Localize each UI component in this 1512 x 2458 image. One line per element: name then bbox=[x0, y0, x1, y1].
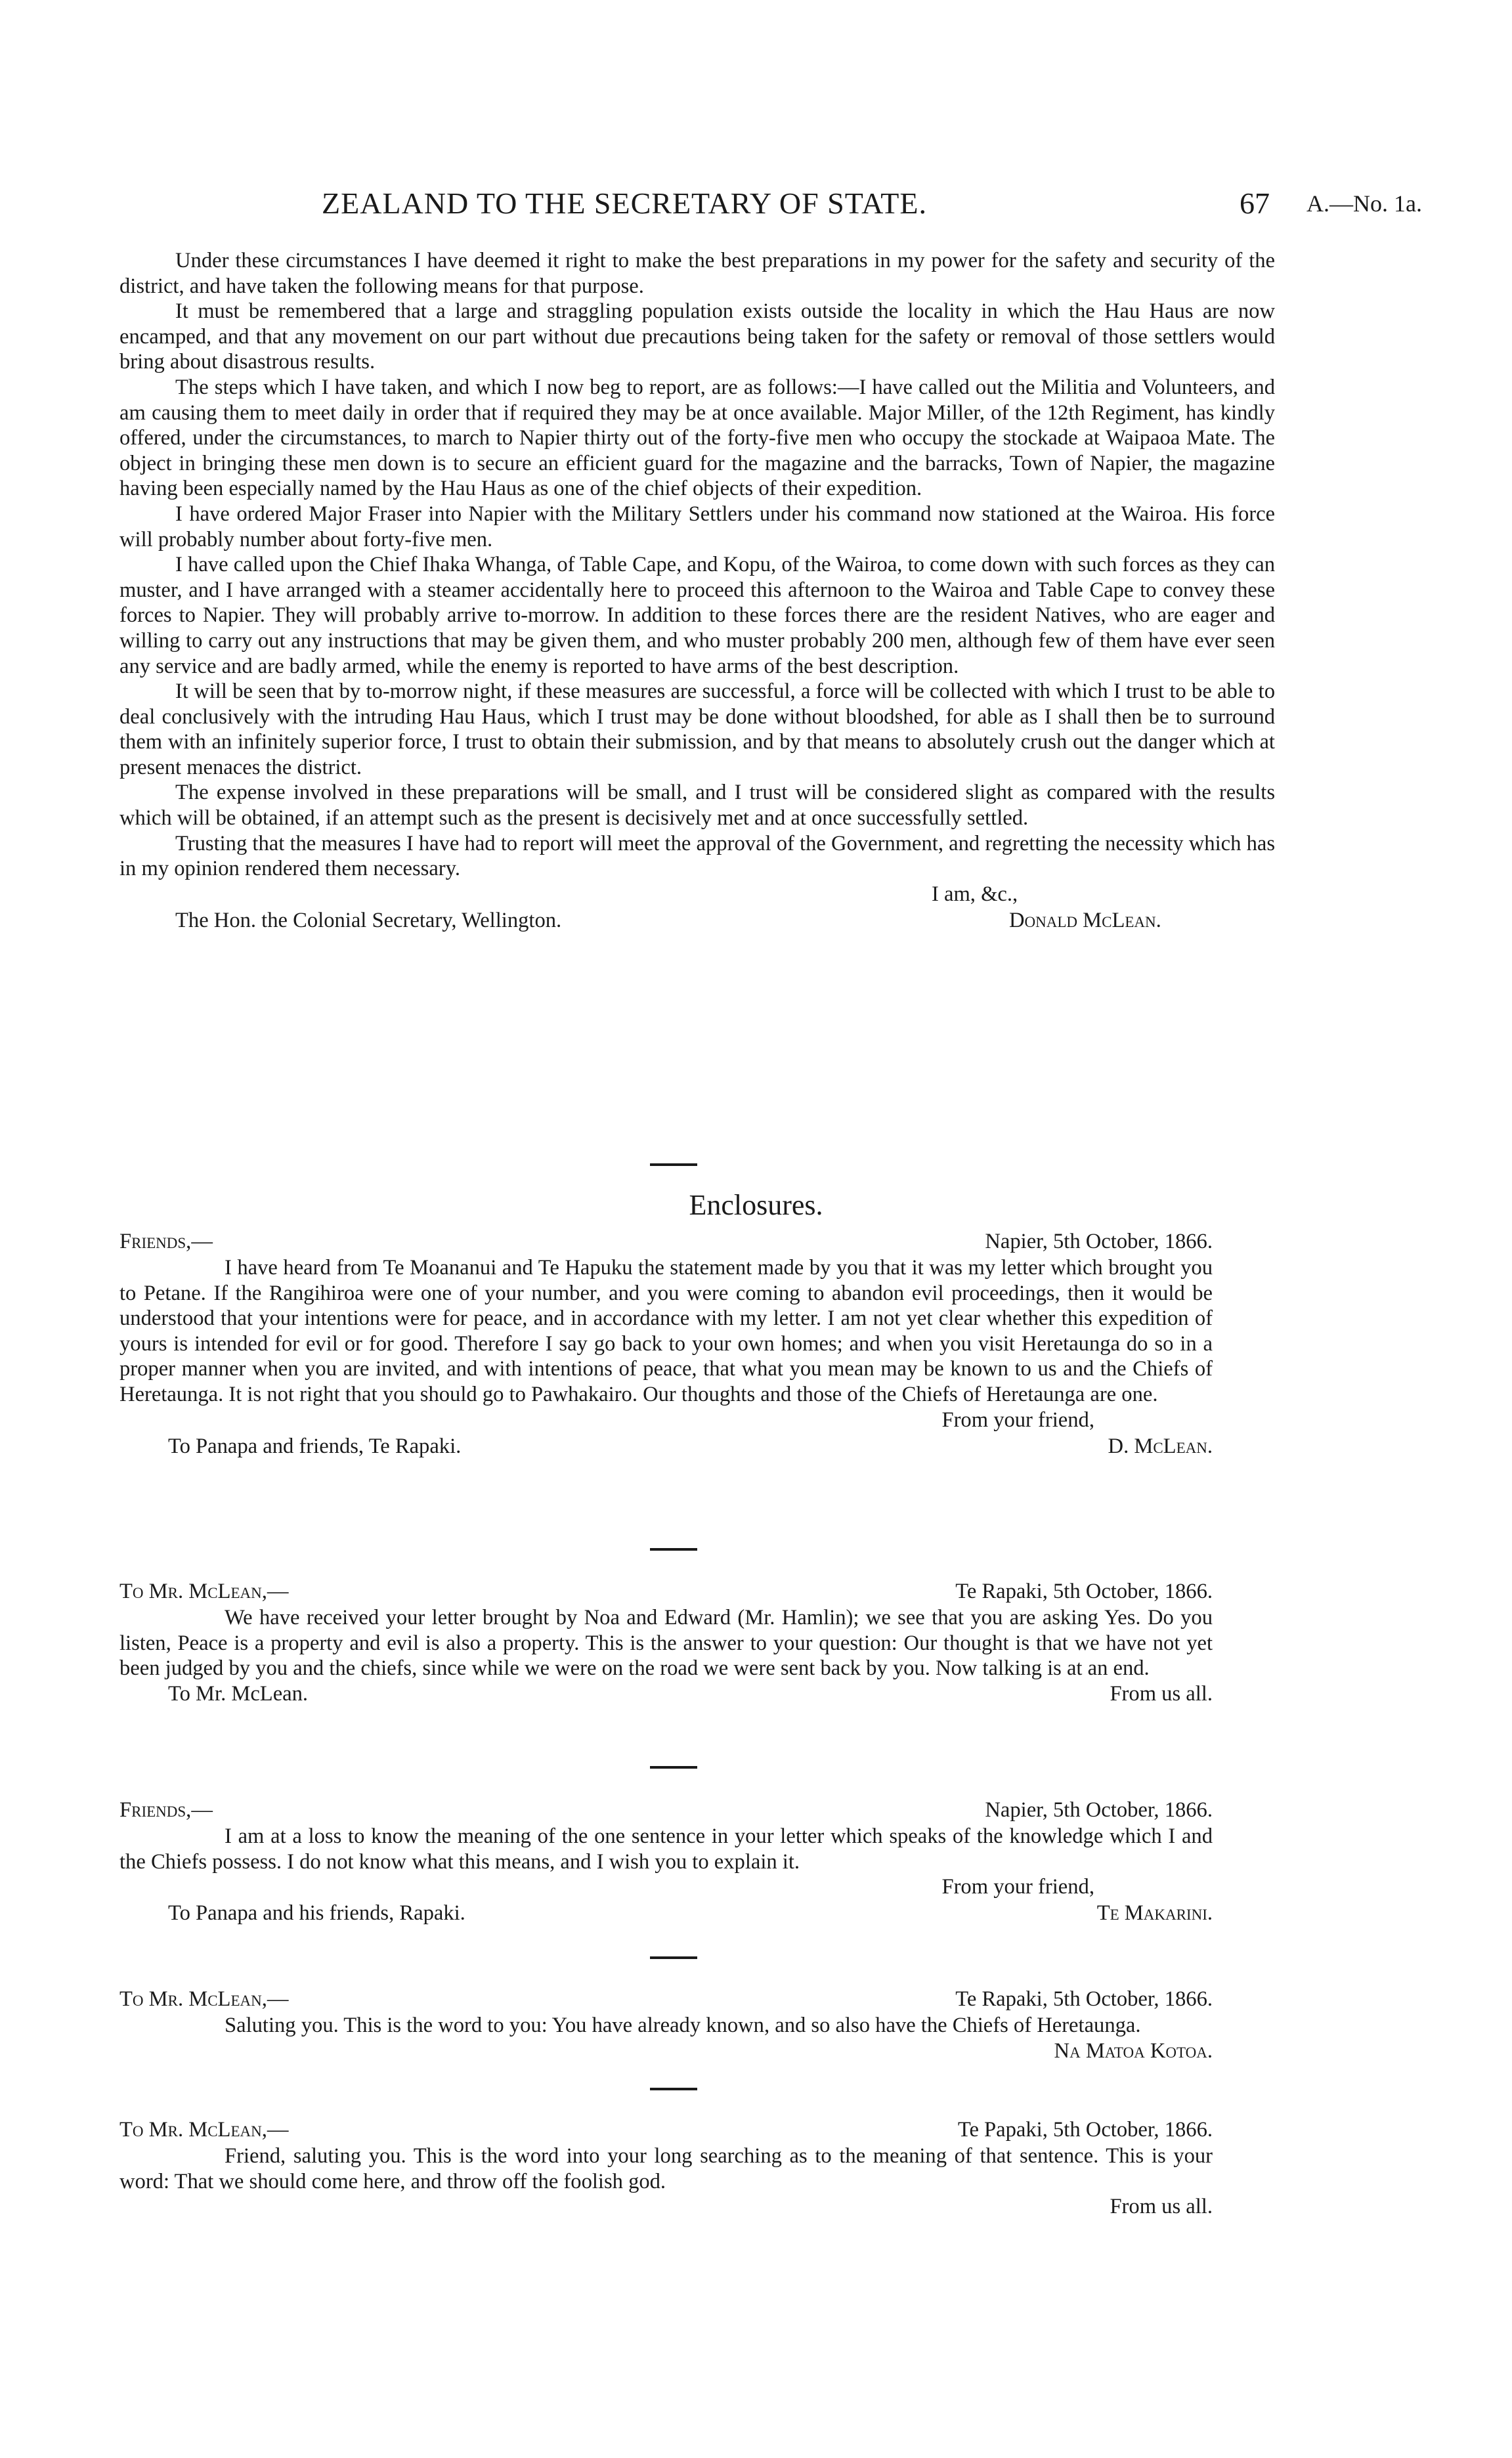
letter-dateline: Te Rapaki, 5th October, 1866. bbox=[955, 1987, 1213, 2011]
enclosure-letter bbox=[119, 1579, 1213, 1708]
letter-body: I have heard from Te Moananui and Te Hapuku the statement made by you that it was my letter which brought you to Petane. If the Rangihiroa were one of your number, and you were coming to abandon evil proceedings, then it would be understood that your intentions were for peace, and in accordance with my letter. I am not yet clear whether this expedition of yours is intended for evil or for good. Therefore I say go back to your own homes; and when you visit Heretaunga do so in a proper manner when you are invited, and with intentions of peace, that what you mean may be known to us and the Chiefs of Heretaunga. It is not right that you should go to Pawhakairo. Our thoughts and those of the Chiefs of Heretaunga are one. bbox=[119, 1256, 1213, 1406]
document-reference: A.—No. 1a. bbox=[1307, 190, 1422, 217]
dispatch-paragraph: It will be seen that by to-morrow night, if these measures are successful, a force will be collected with which I trust to be able to deal conclusively with the intruding Hau Haus, which I trust may be done without bloodshed, for able as I shall then be to surround them with an infinitely superior force, I trust to obtain their submission, and by that means to absolutely crush out the danger which at present menaces the district. bbox=[119, 679, 1275, 779]
letter-salutation: To Mr. McLean,— bbox=[119, 1580, 289, 1603]
enclosure-letter bbox=[119, 1798, 1213, 1927]
enclosure-letter bbox=[119, 1229, 1213, 1460]
letter-dateline: Napier, 5th October, 1866. bbox=[985, 1798, 1213, 1822]
letter-closing: From your friend, bbox=[941, 1408, 1094, 1432]
letter-addressee: To Panapa and his friends, Rapaki. bbox=[168, 1901, 465, 1926]
dispatch-paragraph: I have ordered Major Fraser into Napier with the Military Settlers under his command now stationed at the Wairoa. His force will probably number about forty-five men. bbox=[119, 502, 1275, 551]
letter-dateline: Te Papaki, 5th October, 1866. bbox=[957, 2118, 1213, 2142]
letter-salutation: Friends,— bbox=[119, 1798, 213, 1822]
letter-signature: Te Makarini. bbox=[1096, 1901, 1213, 1926]
dispatch-paragraph: It must be remembered that a large and straggling population exists outside the locality in which the Hau Haus are now encamped, and that any movement on our part without due precautions being taken for the safety or removal of those settlers would bring about disastrous results. bbox=[119, 299, 1275, 374]
letter-signature: Na Matoa Kotoa. bbox=[1054, 2038, 1213, 2063]
letter-dateline: Te Rapaki, 5th October, 1866. bbox=[955, 1580, 1213, 1603]
letter-signature: D. McLean. bbox=[1108, 1434, 1213, 1458]
letter-signature: From us all. bbox=[1110, 2195, 1213, 2219]
dispatch-paragraph: I have called upon the Chief Ihaka Whanga, of Table Cape, and Kopu, of the Wairoa, to come down with such forces as they can muster, and I have arranged with a steamer accidentally here to proceed this afternoon to the Wairoa and Table Cape to convey these forces to Napier. They will probably arrive to-morrow. In addition to these forces there are the resident Natives, who are eager and willing to carry out any instructions that may be given them, and who muster probably 200 men, although few of them have ever seen any service and are badly armed, while the enemy is reported to have arms of the best description. bbox=[119, 553, 1275, 678]
letter-salutation: Friends,— bbox=[119, 1230, 213, 1253]
letter-body: We have received your letter brought by Noa and Edward (Mr. Hamlin); we see that you are asking Yes. Do you listen, Peace is a property and evil is also a property. This is the answer to your question: Our thought is that we have not yet been judged by you and the chiefs, since while we were on the road we were sent back by you. Now talking is at an end. bbox=[119, 1606, 1213, 1681]
enclosure-letter bbox=[119, 1987, 1213, 2065]
letter-dateline: Napier, 5th October, 1866. bbox=[985, 1230, 1213, 1253]
section-divider bbox=[650, 1163, 697, 1166]
dispatch-signoff bbox=[119, 882, 1275, 934]
letter-body: Saluting you. This is the word to you: You have already known, and so also have the Chiefs of Heretaunga. bbox=[225, 2014, 1141, 2037]
page-header bbox=[0, 186, 1512, 223]
letter-divider bbox=[650, 1956, 697, 1959]
letter-divider bbox=[650, 1766, 697, 1769]
dispatch-addressee: The Hon. the Colonial Secretary, Wellington. bbox=[175, 908, 562, 932]
dispatch-signature: Donald McLean. bbox=[1009, 908, 1161, 932]
dispatch-closing: I am, &c., bbox=[932, 882, 1018, 906]
dispatch-paragraph: The expense involved in these preparations will be small, and I trust will be considered slight as compared with the results which will be obtained, if an attempt such as the present is decisively met and at once successfully settled. bbox=[119, 781, 1275, 830]
dispatch-paragraph: The steps which I have taken, and which I now beg to report, are as follows:—I have called out the Militia and Volunteers, and am causing them to meet daily in order that if required they may be at once available. Major Miller, of the 12th Regiment, has kindly offered, under the circumstances, to march to Napier thirty out of the forty-five men who occupy the stockade at Waipaoa Mate. The object in bringing these men down is to secure an efficient guard for the magazine and the barracks, Town of Napier, the magazine having been especially named by the Hau Haus as one of the chief objects of their expedition. bbox=[119, 375, 1275, 501]
dispatch-paragraph: Trusting that the measures I have had to report will meet the approval of the Government, and regretting the necessity which has in my opinion rendered them necessary. bbox=[119, 831, 1275, 881]
enclosure-letter bbox=[119, 2117, 1213, 2220]
letter-divider bbox=[650, 2088, 697, 2090]
page-number: 67 bbox=[1240, 186, 1270, 220]
letter-salutation: To Mr. McLean,— bbox=[119, 2118, 289, 2142]
enclosures-heading: Enclosures. bbox=[689, 1189, 823, 1221]
dispatch-paragraph: Under these circumstances I have deemed it right to make the best preparations in my power for the safety and security of the district, and have taken the following means for that purpose. bbox=[119, 249, 1275, 298]
running-title: ZEALAND TO THE SECRETARY OF STATE. bbox=[322, 186, 927, 220]
letter-body: Friend, saluting you. This is the word into your long searching as to the meaning of that sentence. This is your word: That we should come here, and throw off the foolish god. bbox=[119, 2144, 1213, 2193]
letter-salutation: To Mr. McLean,— bbox=[119, 1987, 289, 2011]
letter-body: I am at a loss to know the meaning of the one sentence in your letter which speaks of the knowledge which I and the Chiefs possess. I do not know what this means, and I wish you to explain it. bbox=[119, 1824, 1213, 1874]
dispatch-body bbox=[119, 248, 1275, 934]
letter-addressee: To Mr. McLean. bbox=[168, 1681, 309, 1706]
letter-divider bbox=[650, 1548, 697, 1551]
letter-closing: From your friend, bbox=[941, 1875, 1094, 1899]
letter-signature: From us all. bbox=[1110, 1681, 1213, 1706]
letter-addressee: To Panapa and friends, Te Rapaki. bbox=[168, 1434, 462, 1458]
